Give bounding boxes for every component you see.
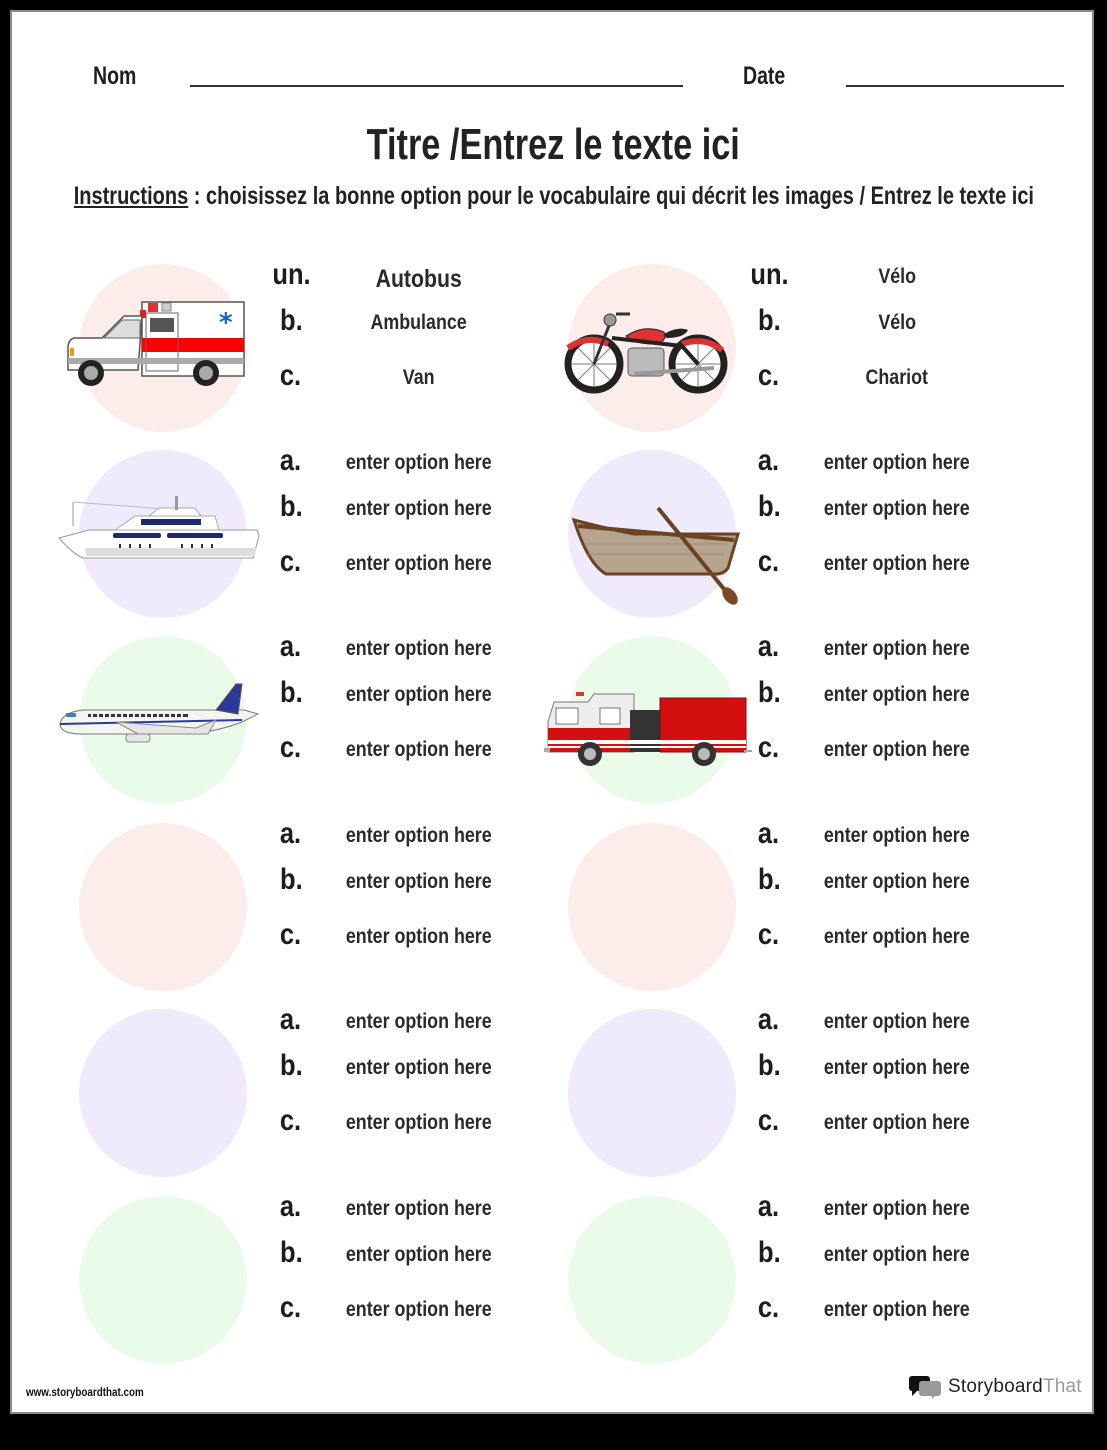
option-text[interactable]: enter option here bbox=[824, 738, 970, 761]
option-letter: c. bbox=[280, 1291, 302, 1324]
option-letter: b. bbox=[757, 304, 781, 337]
picture-circle[interactable] bbox=[79, 1009, 247, 1177]
rowboat-picture bbox=[570, 506, 740, 611]
option-text[interactable]: enter option here bbox=[824, 870, 970, 893]
option-letter: a. bbox=[758, 1190, 780, 1223]
option-text[interactable]: enter option here bbox=[346, 1243, 492, 1266]
option-text[interactable]: enter option here bbox=[346, 451, 492, 474]
motorcycle-icon bbox=[564, 308, 730, 394]
option-text[interactable]: enter option here bbox=[346, 1111, 492, 1134]
option-text[interactable]: enter option here bbox=[824, 683, 970, 706]
option-letter: b. bbox=[279, 676, 303, 709]
name-input-line[interactable] bbox=[190, 85, 683, 87]
option-text[interactable]: enter option here bbox=[824, 824, 970, 847]
option-text[interactable]: enter option here bbox=[346, 925, 492, 948]
option-letter: b. bbox=[279, 1236, 303, 1269]
option-letter: c. bbox=[758, 1291, 780, 1324]
option-letter: a. bbox=[280, 630, 302, 663]
logo-text-accent: That bbox=[1042, 1376, 1082, 1397]
option-letter: b. bbox=[757, 490, 781, 523]
option-letter: a. bbox=[758, 630, 780, 663]
option-letter: b. bbox=[757, 863, 781, 896]
svg-text:*: * bbox=[219, 308, 233, 338]
option-letter: c. bbox=[758, 1104, 780, 1137]
option-letter: c. bbox=[758, 731, 780, 764]
option-letter: c. bbox=[280, 1104, 302, 1137]
option-letter: b. bbox=[757, 1236, 781, 1269]
option-letter: a. bbox=[758, 444, 780, 477]
ambulance-picture bbox=[66, 298, 248, 395]
option-text[interactable]: Autobus bbox=[375, 265, 463, 293]
option-letter: b. bbox=[757, 676, 781, 709]
storyboardthat-logo bbox=[908, 1373, 1082, 1401]
option-text[interactable]: enter option here bbox=[824, 1111, 970, 1134]
option-letter: a. bbox=[280, 817, 302, 850]
option-letter: a. bbox=[758, 817, 780, 850]
yacht-picture bbox=[57, 492, 261, 569]
logo-text-main: Storyboard bbox=[948, 1376, 1043, 1397]
option-letter: un. bbox=[749, 258, 789, 291]
option-text[interactable]: enter option here bbox=[346, 637, 492, 660]
option-text[interactable]: enter option here bbox=[824, 1243, 970, 1266]
option-letter: c. bbox=[280, 545, 302, 578]
fire-truck-icon bbox=[544, 688, 752, 766]
instructions-label: Instructions bbox=[73, 182, 188, 210]
option-text[interactable]: enter option here bbox=[346, 824, 492, 847]
option-text[interactable]: enter option here bbox=[824, 925, 970, 948]
option-text[interactable]: enter option here bbox=[346, 738, 492, 761]
instructions bbox=[40, 183, 1067, 209]
name-label: Nom bbox=[93, 62, 137, 90]
picture-circle[interactable] bbox=[568, 823, 736, 991]
airplane-icon bbox=[54, 682, 260, 744]
option-text[interactable]: Van bbox=[403, 366, 435, 389]
option-letter: a. bbox=[280, 444, 302, 477]
picture-circle[interactable] bbox=[79, 1196, 247, 1364]
picture-circle[interactable] bbox=[79, 823, 247, 991]
option-letter: a. bbox=[758, 1003, 780, 1036]
option-letter: c. bbox=[758, 545, 780, 578]
option-letter: b. bbox=[279, 1049, 303, 1082]
option-letter: b. bbox=[279, 304, 303, 337]
option-text[interactable]: enter option here bbox=[346, 1010, 492, 1033]
picture-circle[interactable] bbox=[568, 1009, 736, 1177]
option-text[interactable]: Ambulance bbox=[370, 311, 468, 334]
motorcycle-picture bbox=[564, 308, 730, 399]
option-text[interactable]: enter option here bbox=[346, 870, 492, 893]
option-letter: c. bbox=[758, 359, 780, 392]
option-letter: b. bbox=[757, 1049, 781, 1082]
footer-url[interactable]: www.storyboardthat.com bbox=[26, 1385, 144, 1399]
option-text[interactable]: enter option here bbox=[346, 1298, 492, 1321]
option-text[interactable]: Vélo bbox=[878, 265, 916, 288]
fire-truck-picture bbox=[544, 688, 752, 771]
option-letter: b. bbox=[279, 490, 303, 523]
date-label: Date bbox=[743, 62, 786, 90]
option-letter: c. bbox=[280, 359, 302, 392]
option-letter: a. bbox=[280, 1190, 302, 1223]
option-text[interactable]: enter option here bbox=[824, 451, 970, 474]
option-text[interactable]: enter option here bbox=[346, 552, 492, 575]
option-text[interactable]: enter option here bbox=[346, 497, 492, 520]
option-text[interactable]: enter option here bbox=[824, 1197, 970, 1220]
ambulance-icon bbox=[66, 298, 248, 390]
option-text[interactable]: enter option here bbox=[346, 683, 492, 706]
rowboat-icon bbox=[570, 506, 740, 606]
option-letter: c. bbox=[758, 918, 780, 951]
option-text[interactable]: enter option here bbox=[824, 1298, 970, 1321]
option-text[interactable]: enter option here bbox=[824, 497, 970, 520]
speech-bubbles-icon bbox=[908, 1374, 942, 1400]
picture-circle[interactable] bbox=[568, 1196, 736, 1364]
option-text[interactable]: enter option here bbox=[824, 1010, 970, 1033]
page-title: Titre /Entrez le texte ici bbox=[366, 120, 741, 169]
option-text[interactable]: enter option here bbox=[824, 1056, 970, 1079]
option-letter: c. bbox=[280, 731, 302, 764]
option-letter: c. bbox=[280, 918, 302, 951]
option-text[interactable]: enter option here bbox=[824, 552, 970, 575]
option-letter: a. bbox=[280, 1003, 302, 1036]
option-text[interactable]: enter option here bbox=[824, 637, 970, 660]
option-text[interactable]: enter option here bbox=[346, 1197, 492, 1220]
option-text[interactable]: Vélo bbox=[878, 311, 916, 334]
instructions-text: : choisissez la bonne option pour le vocabulaire qui décrit les images / Entrez le texte ici bbox=[187, 182, 1034, 210]
option-text[interactable]: Chariot bbox=[865, 366, 929, 389]
yacht-icon bbox=[57, 492, 261, 564]
option-letter: un. bbox=[271, 258, 311, 291]
date-input-line[interactable] bbox=[846, 85, 1064, 87]
option-letter: b. bbox=[279, 863, 303, 896]
airplane-picture bbox=[54, 682, 260, 749]
option-text[interactable]: enter option here bbox=[346, 1056, 492, 1079]
